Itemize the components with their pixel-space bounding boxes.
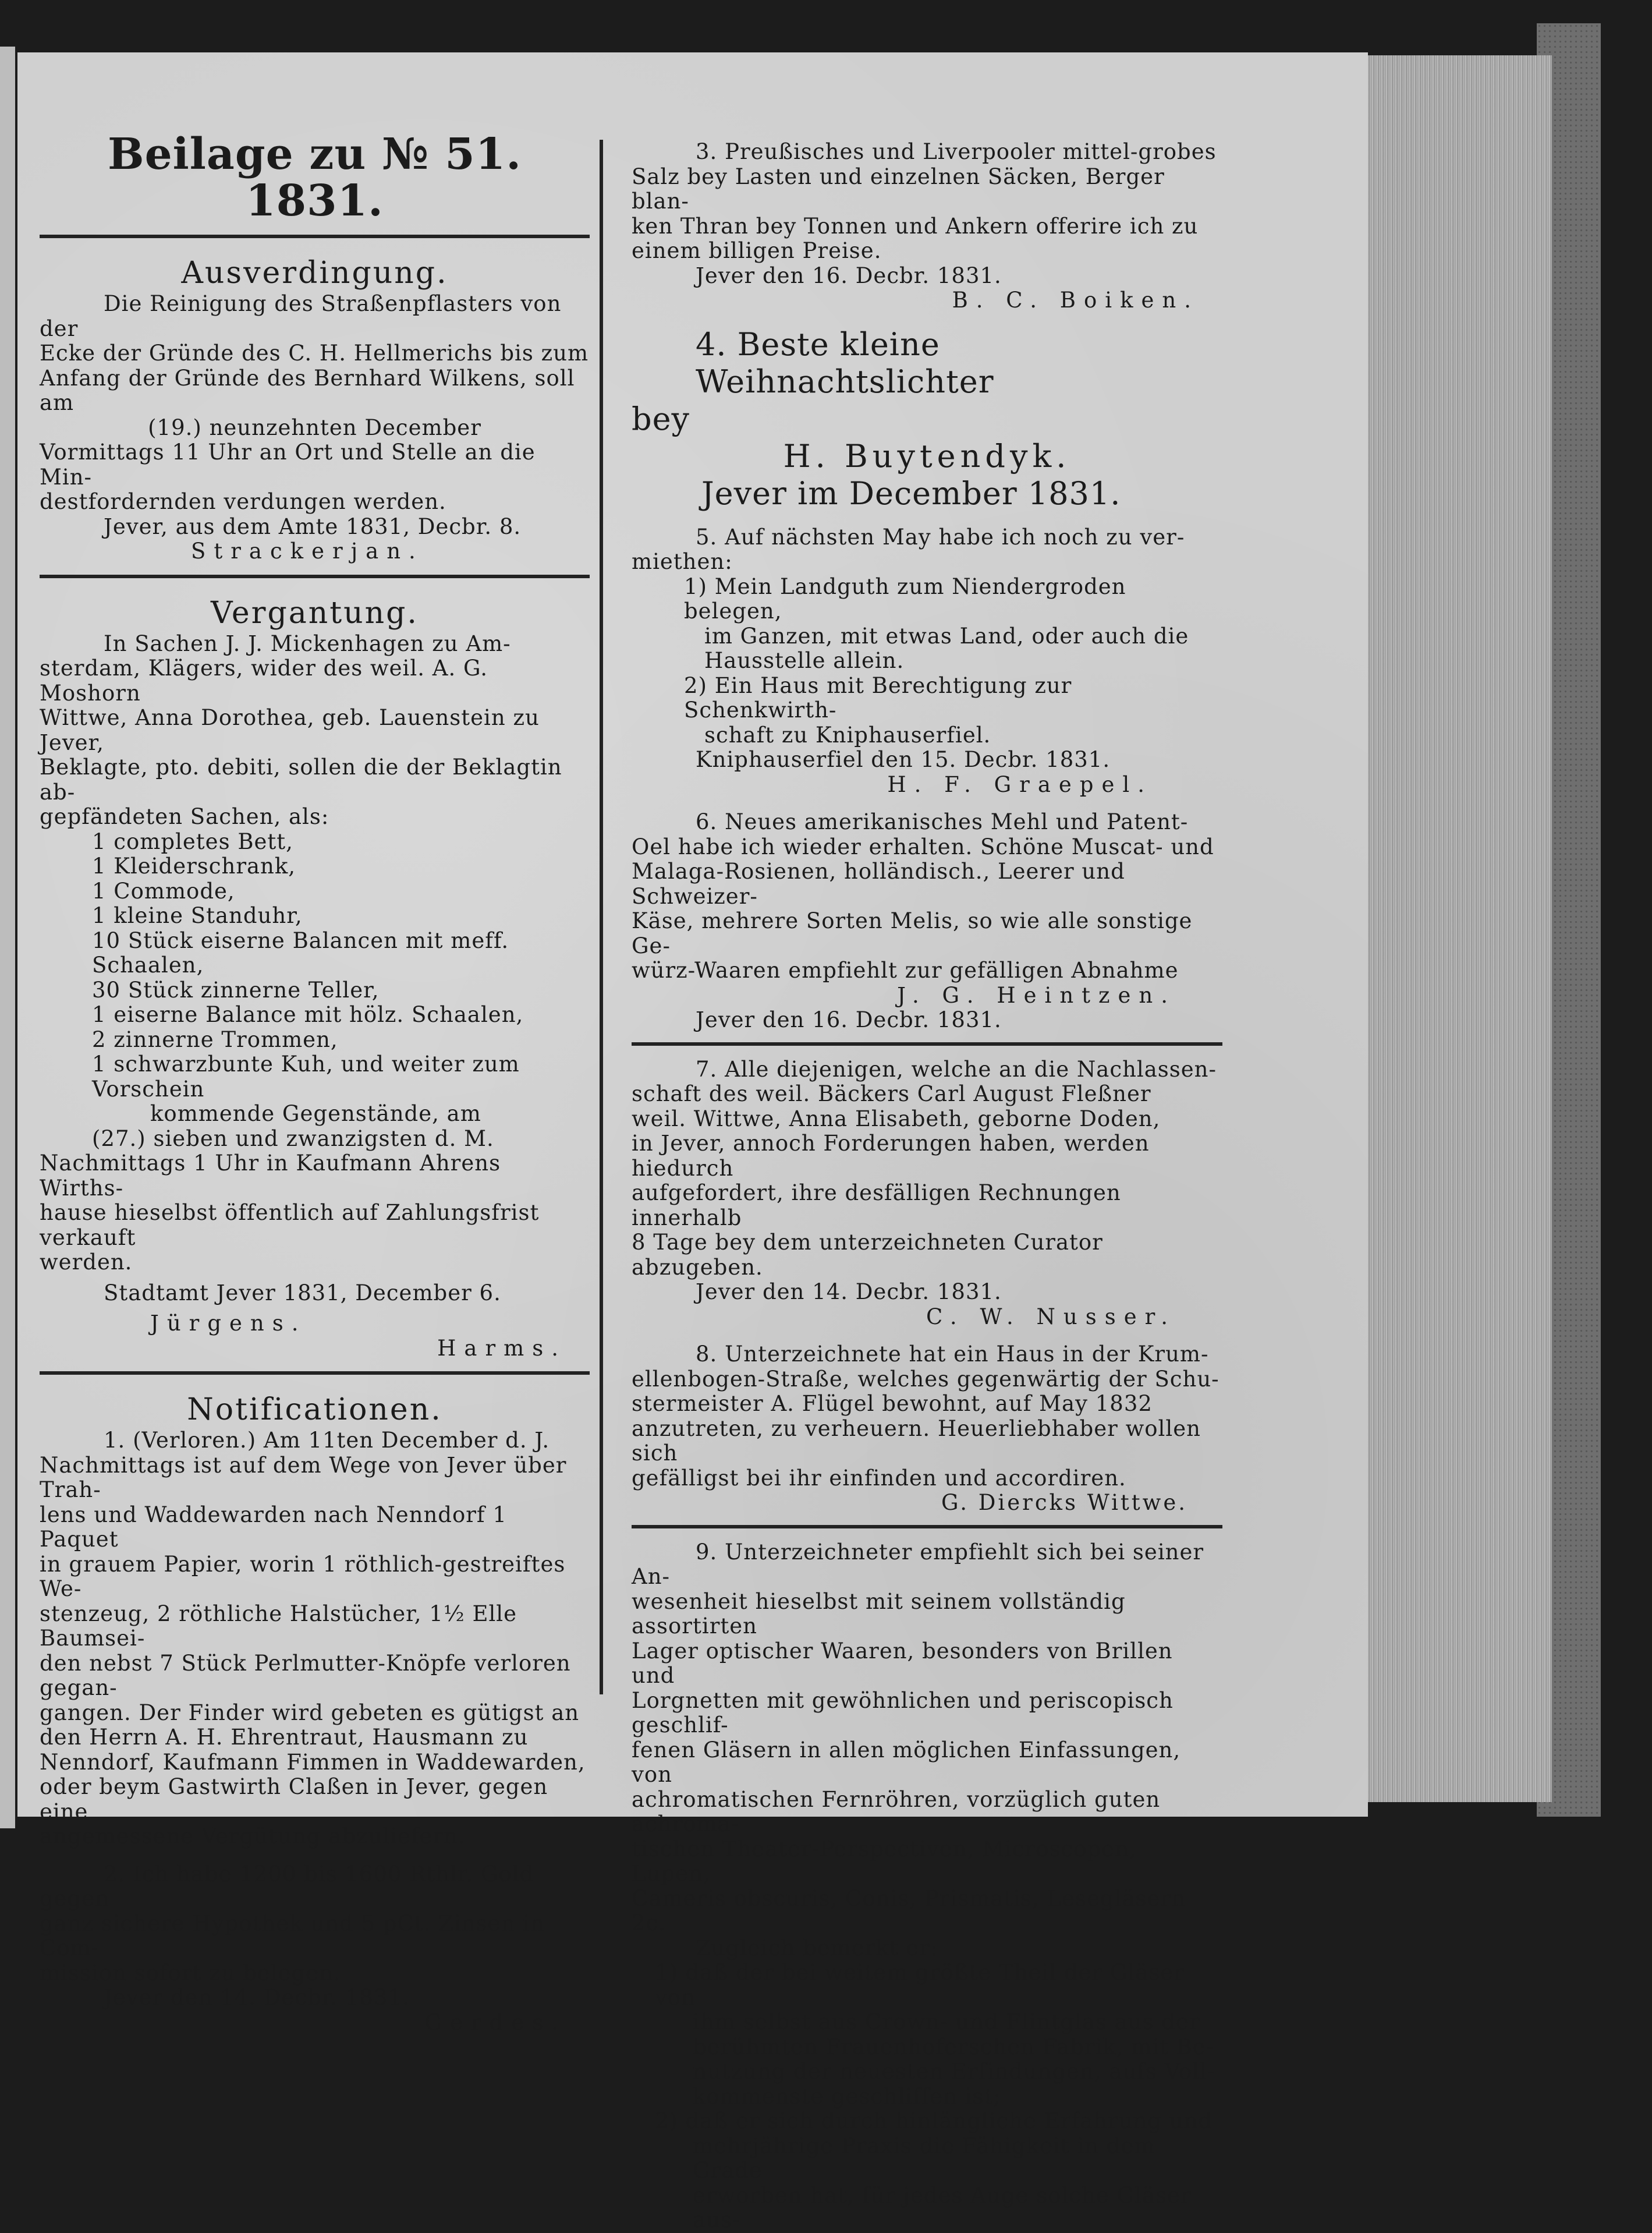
text-line: angemessene Vergütung abzuliefern.: [40, 1824, 466, 1849]
list-item: 2 zinnerne Trommen,: [92, 1027, 338, 1052]
text-line: 6. Neues amerikanisches Mehl und Patent-: [696, 809, 1189, 834]
list-item: im Ganzen, mit etwas Land, oder auch die: [704, 623, 1189, 649]
signature: C. W. Nusser.: [926, 1304, 1176, 1329]
text-line: Käse, mehrere Sorten Melis, so wie alle sonstige Ge-: [632, 908, 1193, 958]
text-line: stermeister A. Flügel bewohnt, auf May 1832: [632, 1391, 1153, 1416]
text-line: miethen:: [632, 549, 733, 574]
list-item: kommenste geschliffen ist;: [693, 2083, 1001, 2109]
text-line: ganz sichere Hypothek und 5 pCt. Zinsen in Com-: [40, 1910, 545, 1960]
list-item: 1) Mein Landguth zum Niendergroden belegen,: [684, 574, 1126, 624]
text-line: In Sachen J. J. Mickenhagen zu Am-: [104, 631, 511, 656]
signature: G. Diercks Wittwe.: [941, 1490, 1187, 1515]
date-line: Jever den 14. Decbr. 1831.: [696, 1279, 1002, 1304]
text-line: 1. (Verloren.) Am 11ten December d. J.: [104, 1428, 550, 1453]
list-item: 2) daß er sich durch hinlängliche Erfahrung und: [655, 2108, 1213, 2133]
text-line: kommende Gegenstände, am: [150, 1101, 481, 1126]
text-line: Nenndorf, Kaufmann Fimmen in Waddewarden,: [40, 1749, 586, 1775]
masthead: Beilage zu № 51. 1831.: [108, 129, 522, 226]
list-item: 1 kleine Standuhr,: [92, 903, 303, 928]
list-item: 1 schwarzbunte Kuh, und weiter zum Vorschein: [92, 1052, 520, 1102]
text-line: Lorgnetten mit gewöhnlichen und periscopisch geschlif-: [632, 1687, 1174, 1737]
list-item: 1 eiserne Balance mit hölz. Schaalen,: [92, 1002, 524, 1027]
text-line: Oel habe ich wieder erhalten. Schöne Muscat- und: [632, 834, 1214, 859]
list-item: ihm selbst aus Crown- und Flintglas aus der: [693, 2009, 1200, 2034]
rule: [632, 1042, 1222, 1046]
left-column: [40, 131, 590, 2035]
list-item: berühmten Frauenhoferschen Fabrik, mit Be-: [693, 2034, 1214, 2059]
section-vergantung: [40, 594, 590, 1361]
section-notificationen: [40, 1391, 590, 2035]
text-line: wesenheit hieselbst mit seinem vollständig assortirten: [632, 1588, 1126, 1639]
list-item: 1 Commode,: [92, 878, 235, 904]
signature: B. C. Boiken.: [952, 288, 1199, 313]
text-line: destfordernden verdungen werden.: [40, 489, 446, 514]
date-line: Jever, aus dem Amte 1831, Decbr. 8.: [104, 514, 522, 539]
text-line: hause hieselbst öffentlich auf Zahlungsfrist verkauft: [40, 1200, 540, 1250]
text-line: in Jever, annoch Forderungen haben, werden hiedurch: [632, 1131, 1150, 1181]
text-line: Nachmittags 1 Uhr in Kaufmann Ahrens Wirths-: [40, 1151, 501, 1201]
text-line: gangen. Der Finder wird gebeten es gütigst an: [40, 1700, 580, 1725]
text-line: werden.: [40, 1250, 133, 1275]
text-line: Nachmittags ist auf dem Wege von Jever über Trah-: [40, 1452, 567, 1502]
text-line: den Herrn A. H. Ehrentraut, Hausmann zu: [40, 1725, 529, 1750]
signature: Strackerjan.: [191, 539, 424, 564]
text-line: den nebst 7 Stück Perlmutter-Knöpfe verloren gegan-: [40, 1650, 571, 1700]
text-line: Vormittags 11 Uhr an Ort und Stelle an die Min-: [40, 440, 536, 490]
list-item: 1 completes Bett,: [92, 829, 293, 854]
section-heading: Vergantung.: [211, 595, 419, 631]
date-line: Jever den 14. Decbr. 1831.: [104, 1985, 410, 2010]
text-line: schaft des weil. Bäckers Carl August Fleßner: [632, 1081, 1151, 1106]
text-line: Zugleich bemerkt er:: [696, 1935, 938, 1960]
text-line: sterdam, Klägers, wider des weil. A. G. Moshorn: [40, 656, 488, 706]
list-item: schaft zu Kniphauserfiel.: [704, 722, 991, 748]
list-item: 2) Ein Haus mit Berechtigung zur Schenkwirth-: [684, 673, 1072, 723]
signature: Harms.: [437, 1335, 566, 1361]
date-line: Kniphauserfiel den 15. Decbr. 1831.: [696, 747, 1111, 772]
list-item: erworben hat, für jedes Auge solche Gläser aus-: [693, 2182, 1192, 2232]
page-stack-edges: [1356, 55, 1552, 1802]
text-line: Wittwe, Anna Dorothea, geb. Lauenstein zu Jever,: [40, 705, 540, 755]
list-item: 30 Stück zinnerne Teller,: [92, 977, 380, 1003]
section-heading: Ausverdingung.: [181, 256, 448, 291]
signature: H. Buytendyk.: [783, 437, 1071, 475]
signature: H. F. Graepel.: [887, 772, 1153, 797]
text-line: stenzeug, 2 röthliche Halstücher, 1½ Elle Baumsei-: [40, 1601, 517, 1651]
date-line: Jever den 16. Decbr. 1831.: [696, 263, 1002, 288]
text-line: bey: [632, 400, 690, 437]
text-line: anzutreten, zu verheuern. Heuerliebhaber wollen sich: [632, 1415, 1201, 1466]
text-line: (19.) neunzehnten December: [148, 415, 481, 440]
text-line: 7. Alle diejenigen, welche an die Nachlassen-: [696, 1056, 1217, 1082]
text-line: 8 Tage bey dem unterzeichneten Curator abzugeben.: [632, 1230, 1103, 1280]
column-divider: [600, 140, 603, 1694]
text-line: achromatischen Fernröhren, vorzüglich guten achroma-: [632, 1786, 1161, 1836]
text-line: würz-Waaren empfiehlt zur gefälligen Abnahme: [632, 958, 1179, 983]
text-line: 2. Ich habe 1200 bis 1600 Rthlr. Gold gegen: [40, 1861, 534, 1911]
text-line: gefälligst bei ihr einfinden und accordiren.: [632, 1465, 1126, 1491]
text-line: lens und Waddewarden nach Nenndorf 1 Paquet: [40, 1502, 507, 1552]
list-item: Hausstelle allein.: [704, 648, 905, 673]
section-ausverdingung: [40, 254, 590, 564]
list-item: 1 Kleiderschrank,: [92, 854, 296, 879]
text-line: Die Reinigung des Straßenpflasters von der: [40, 291, 562, 341]
date-line: Jever im December 1831.: [701, 475, 1121, 512]
rule: [40, 1371, 590, 1375]
list-item: 1) daß der bei weitem größte Theil der Gläser von: [655, 1960, 1185, 2010]
right-column: [632, 140, 1222, 2233]
text-line: fenen Gläsern in allen möglichen Einfassungen, von: [632, 1737, 1181, 1787]
signature: J. G. Heintzen.: [897, 982, 1176, 1008]
list-item: 10 Stück eiserne Balancen mit meff. Schaalen,: [92, 928, 509, 978]
signature: Jürgens.: [150, 1311, 307, 1336]
text-line: 3. Preußisches und Liverpooler mittel-grobes: [696, 139, 1217, 164]
list-item: nutzung der neuesten Erfindungen, aufs Voll-: [693, 2059, 1215, 2084]
date-line: Stadtamt Jever 1831, December 6.: [104, 1280, 501, 1305]
text-line: in grauem Papier, worin 1 röthlich-gestreiftes We-: [40, 1551, 566, 1601]
text-line: Malaga-Rosienen, holländisch., Leerer und Schweizer-: [632, 859, 1125, 909]
rule: [40, 575, 590, 578]
text-line: oder beym Gastwirth Claßen in Jever, gegen eine: [40, 1774, 548, 1824]
text-line: Salz bey Lasten und einzelnen Säcken, Berger blan-: [632, 164, 1165, 214]
text-line: weil. Wittwe, Anna Elisabeth, geborne Doden,: [632, 1106, 1161, 1131]
rule: [40, 235, 590, 238]
signature: Gerdes.: [424, 2009, 566, 2035]
text-line: tischen Theater-Perspectiven, Microscopen, Lupen,: [632, 1836, 1137, 1886]
text-line: einem billigen Preise.: [632, 238, 882, 263]
text-line: gepfändeten Sachen, als:: [40, 804, 329, 829]
rule: [632, 1525, 1222, 1528]
text-line: aufgefordert, ihre desfälligen Rechnungen innerhalb: [632, 1180, 1121, 1230]
text-line: 8. Unterzeichnete hat ein Haus in der Krum-: [696, 1342, 1209, 1367]
previous-page-edge: [0, 47, 15, 1828]
text-line: Beklagte, pto. debiti, sollen die der Beklagtin ab-: [40, 755, 562, 805]
text-line: (27.) sieben und zwanzigsten d. M.: [92, 1126, 494, 1151]
text-line: 4. Beste kleine Weihnachtslichter: [696, 325, 994, 400]
text-line: 5. Auf nächsten May habe ich noch zu ver-: [696, 524, 1185, 550]
text-line: Ecke der Gründe des C. H. Hellmerichs bis zum: [40, 341, 589, 366]
text-line: ken Thran bey Tonnen und Ankern offerire ich zu: [632, 213, 1199, 239]
text-line: Lager optischer Waaren, besonders von Brillen und: [632, 1638, 1173, 1688]
text-line: ellenbogen-Straße, welches gegenwärtig der Schu-: [632, 1366, 1219, 1392]
text-line: Anfang der Gründe des Bernhard Wilkens, soll am: [40, 365, 575, 415]
date-line: Jever den 16. Decbr. 1831.: [696, 1007, 1002, 1032]
section-heading: Notificationen.: [187, 1392, 442, 1427]
text-line: Cameris obscuris, Conis, Prismatis, Lesegläsern 2c.: [632, 1885, 1186, 1935]
text-line: mission sofort zu belegen.: [40, 1960, 341, 1986]
list-item: mehrjährige Praxis die Fähigkeit in dem Grade: [693, 2133, 1155, 2183]
text-line: 9. Unterzeichneter empfiehlt sich bei seiner An-: [632, 1539, 1204, 1589]
